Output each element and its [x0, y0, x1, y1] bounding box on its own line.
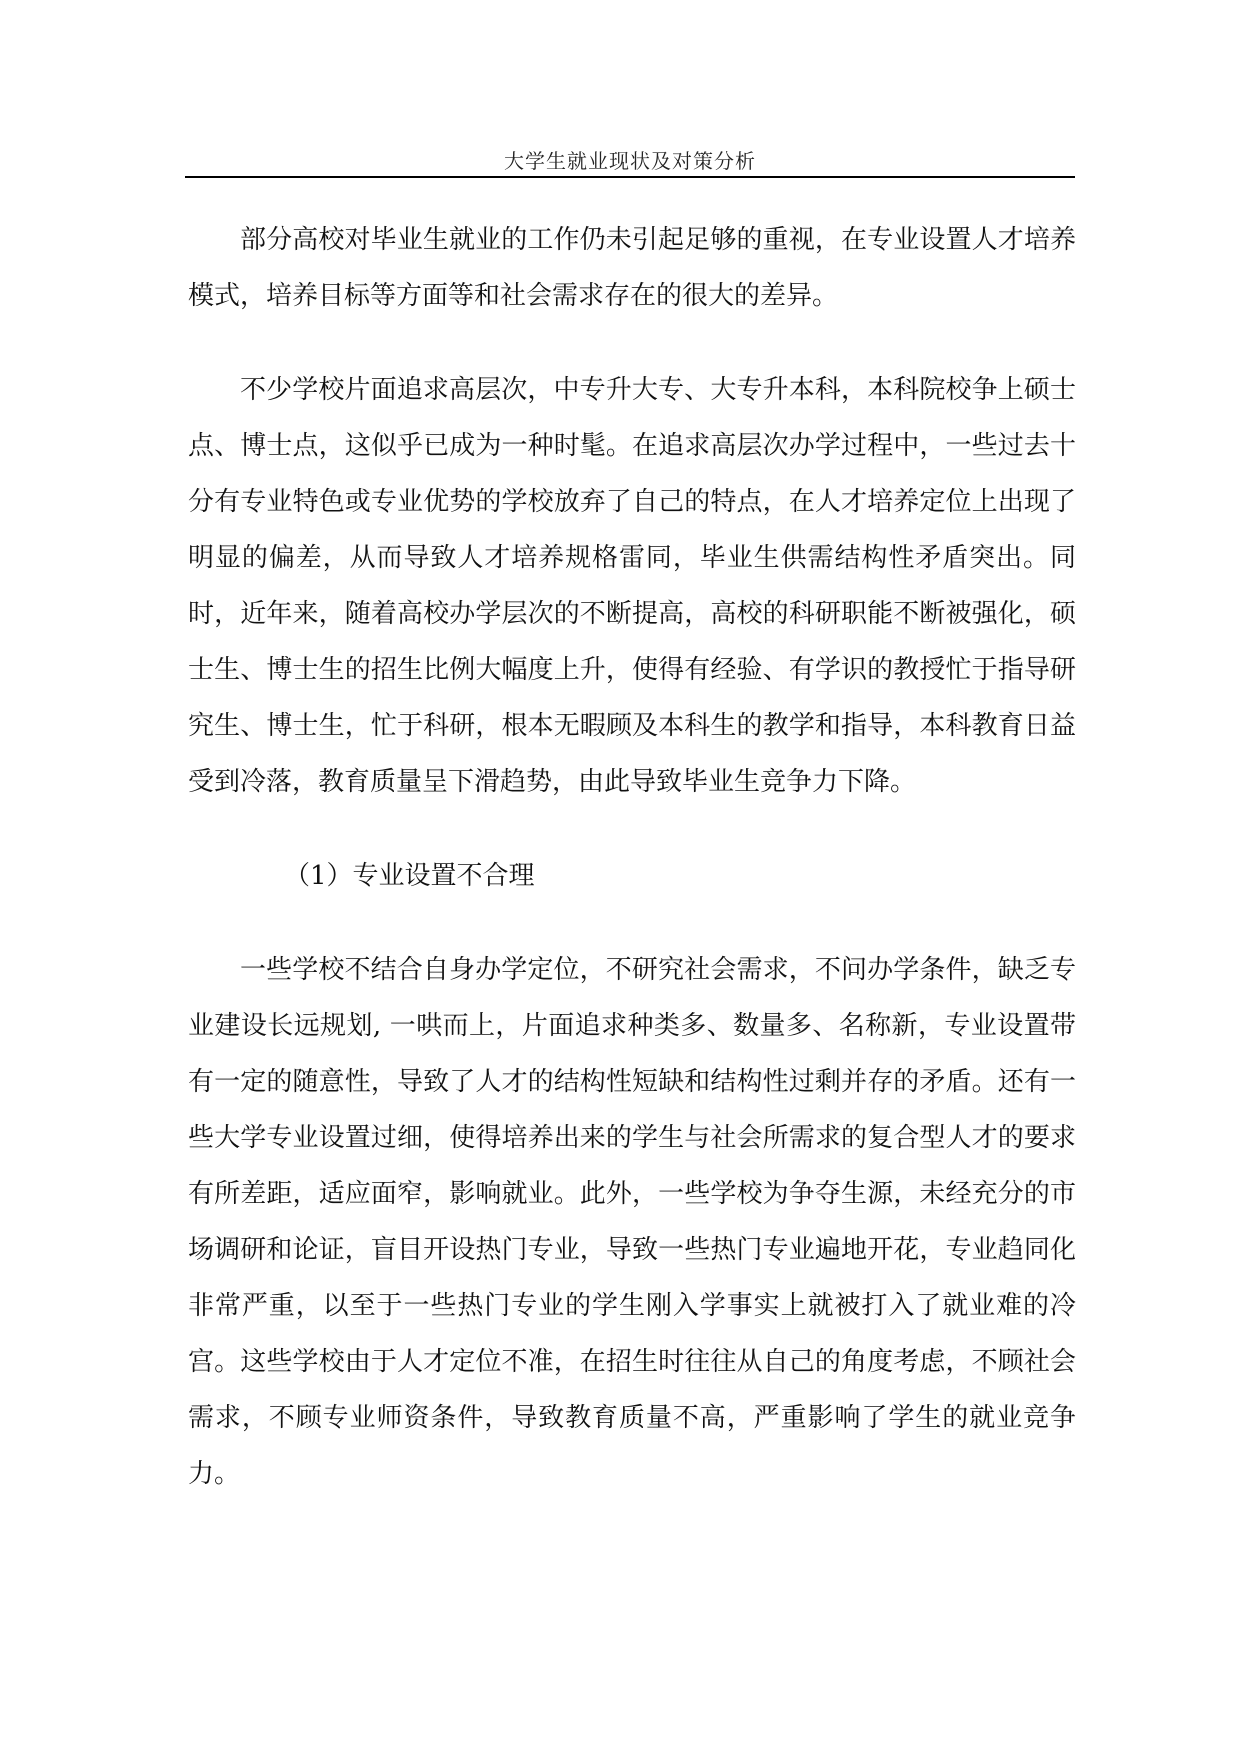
paragraph-gap: [188, 324, 1076, 362]
paragraph-gap: [188, 810, 1076, 848]
header-rule: [185, 176, 1075, 178]
paragraph-1: 部分高校对毕业生就业的工作仍未引起足够的重视，在专业设置人才培养模式，培养目标等方面等和社会需求存在的很大的差异。: [188, 225, 1076, 311]
paragraph-gap: [188, 904, 1076, 942]
section-subheading: （1）专业设置不合理: [284, 861, 535, 891]
paragraph-2: 不少学校片面追求高层次，中专升大专、大专升本科，本科院校争上硕士点、博士点，这似乎已成为一种时髦。在追求高层次办学过程中，一些过去十分有专业特色或专业优势的学校放弃了自己的特点，在人才培养定位上出现了明显的偏差，从而导致人才培养规格雷同，毕业生供需结构性矛盾突出。同时，近年来，随着高校办学层次的不断提高，高校的科研职能不断被强化，硕士生、博士生的招生比例大幅度上升，使得有经验、有学识的教授忙于指导研究生、博士生，忙于科研，根本无暇顾及本科生的教学和指导，本科教育日益受到冷落，教育质量呈下滑趋势，由此导致毕业生竞争力下降。: [188, 375, 1076, 797]
document-body: [188, 212, 1076, 1502]
running-header: 大学生就业现状及对策分析: [504, 149, 756, 173]
paragraph-3: 一些学校不结合自身办学定位，不研究社会需求，不问办学条件，缺乏专业建设长远规划, 一哄而上，片面追求种类多、数量多、名称新，专业设置带有一定的随意性，导致了人才的结构性短缺和结构性过剩并存的矛盾。还有一些大学专业设置过细，使得培养出来的学生与社会所需求的复合型人才的要求有所差距，适应面窄，影响就业。此外，一些学校为争夺生源，未经充分的市场调研和论证，盲目开设热门专业，导致一些热门专业遍地开花，专业趋同化非常严重，以至于一些热门专业的学生刚入学事实上就被打入了就业难的冷宫。这些学校由于人才定位不准，在招生时往往从自己的角度考虑，不顾社会需求，不顾专业师资条件，导致教育质量不高，严重影响了学生的就业竞争力。: [188, 955, 1076, 1489]
